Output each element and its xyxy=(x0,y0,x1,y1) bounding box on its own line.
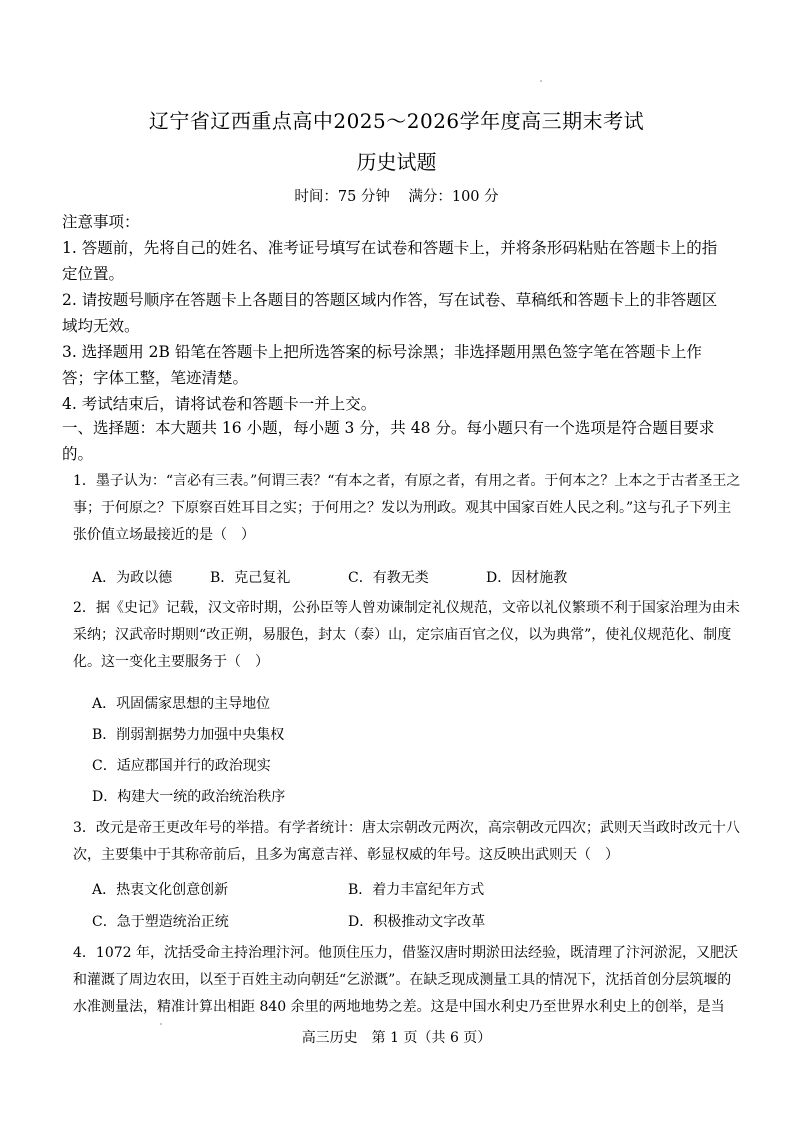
question-1 xyxy=(73,468,741,549)
section-heading: 一、选择题：本大题共 16 小题，每小题 3 分，共 48 分。每小题只有一个选项是符合题目要求的。 xyxy=(62,419,715,463)
option-b: B．着力丰富纪年方式 xyxy=(348,882,485,898)
option-b: B．削弱割据势力加强中央集权 xyxy=(92,727,285,743)
option-a: A．巩固儒家思想的主导地位 xyxy=(92,696,271,712)
question-2 xyxy=(73,595,741,676)
option-b: B．克己复礼 xyxy=(210,570,291,586)
notice-item: 2. 请按题号顺序在答题卡上各题目的答题区域内作答，写在试卷、草稿纸和答题卡上的非答题区域均无效。 xyxy=(62,291,718,335)
exam-title: 辽宁省辽西重点高中2025～2026学年度高三期末考试 xyxy=(148,109,645,133)
option-c: C．急于塑造统治正统 xyxy=(92,914,229,930)
option-a: A．为政以德 xyxy=(92,570,173,586)
exam-meta: 时间：75 分钟 满分：100 分 xyxy=(294,189,499,205)
question-3 xyxy=(73,815,741,869)
scan-speck xyxy=(160,1023,162,1025)
question-4 xyxy=(73,940,741,1021)
option-a: A．热衷文化创意创新 xyxy=(92,882,229,898)
question-stem: 3．改元是帝王更改年号的举措。有学者统计：唐太宗朝改元两次，高宗朝改元四次；武则天当政时改元十八次，主要集中于其称帝前后，且多为寓意吉祥、彰显权威的年号。这反映出武则天（ ） xyxy=(73,820,740,863)
page-footer: 高三历史 第 1 页（共 6 页） xyxy=(301,1030,492,1046)
exam-subtitle: 历史试题 xyxy=(356,150,437,174)
question-stem: 2．据《史记》记载，汉文帝时期，公孙臣等人曾劝谏制定礼仪规范，文帝以礼仪繁琐不利于国家治理为由未采纳；汉武帝时期则“改正朔，易服色，封太（泰）山，定宗庙百官之仪，以为典常”，使礼仪规范化、制度化。这一变化主要服务于（ ） xyxy=(73,600,740,670)
option-c: C．有教无类 xyxy=(348,570,429,586)
question-stem: 1．墨子认为：“言必有三表。”何谓三表？“有本之者，有原之者，有用之者。于何本之？上本之于古者圣王之事；于何原之？下原察百姓耳目之实；于何用之？发以为刑政。观其中国家百姓人民之利。”这与孔子下列主张价值立场最接近的是（ ） xyxy=(73,473,741,543)
notice-heading: 注意事项： xyxy=(62,213,140,231)
notice-item: 3. 选择题用 2B 铅笔在答题卡上把所选答案的标号涂黑；非选择题用黑色签字笔在答题卡上作答；字体工整，笔迹清楚。 xyxy=(62,343,702,387)
notice-block xyxy=(62,209,732,417)
option-c: C．适应郡国并行的政治现实 xyxy=(92,758,271,774)
notice-item: 4. 考试结束后，请将试卷和答题卡一并上交。 xyxy=(62,395,377,413)
option-d: D．构建大一统的政治统治秩序 xyxy=(92,789,286,805)
question-stem: 4．1072 年，沈括受命主持治理汴河。他顶住压力，借鉴汉唐时期淤田法经验，既清理了汴河淤泥，又肥沃和灌溉了周边农田，以至于百姓主动向朝廷“乞淤溉”。在缺乏现成测量工具的情况下，沈括首创分层筑堰的水准测量法，精准计算出相距 840 余里的两地地势之差。这是中国水利史乃至世界水利史上的创举，是当 xyxy=(73,945,738,1015)
section-heading-block xyxy=(62,415,732,467)
option-d: D．因材施教 xyxy=(486,570,568,586)
notice-item: 1. 答题前，先将自己的姓名、准考证号填写在试卷和答题卡上，并将条形码粘贴在答题卡上的指定位置。 xyxy=(62,239,718,283)
scan-speck xyxy=(540,80,542,82)
option-d: D．积极推动文字改革 xyxy=(348,914,486,930)
